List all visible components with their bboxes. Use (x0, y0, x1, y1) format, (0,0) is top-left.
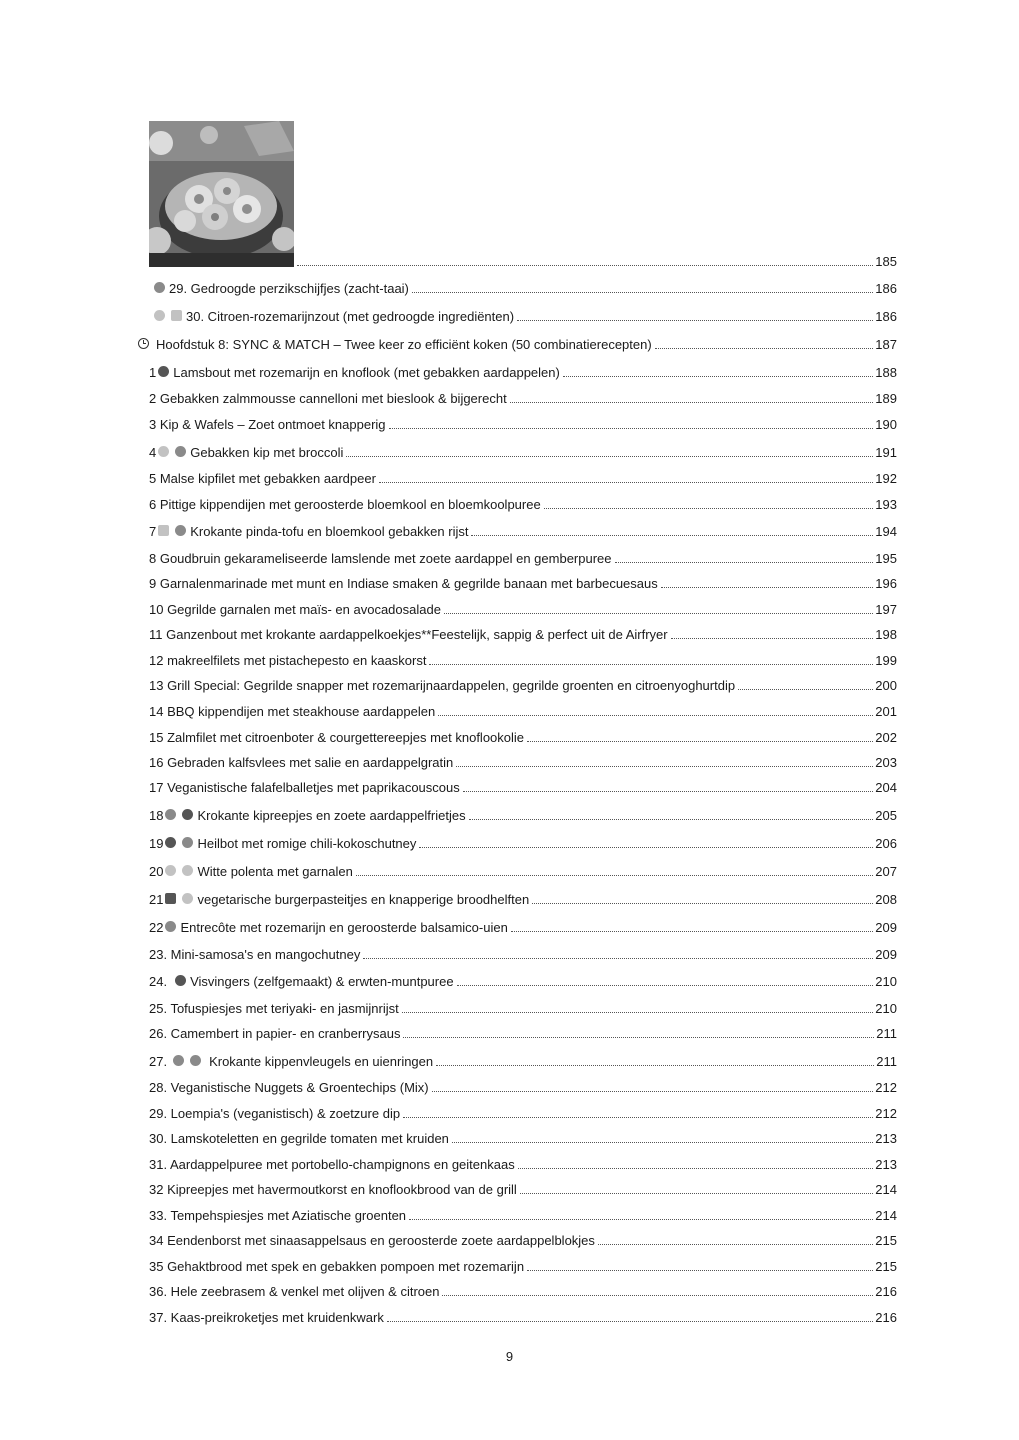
dot-leader (520, 1193, 873, 1194)
entry-number: 1 (149, 365, 157, 380)
entry-title: 9 Garnalenmarinade met munt en Indiase smaken & gegrilde banaan met barbecuesaus (149, 576, 658, 591)
chopsticks-icon (158, 525, 169, 536)
entry-title: 28. Veganistische Nuggets & Groentechips (Mix) (149, 1080, 429, 1095)
entry-title: Gebakken kip met broccoli (190, 445, 344, 460)
toc-entry[interactable] (149, 417, 897, 433)
entry-title: 12 makreelfilets met pistachepesto en kaaskorst (149, 653, 427, 668)
dot-leader (671, 638, 874, 639)
page-ref: 191 (875, 445, 897, 460)
sweet-potato-icon (182, 809, 193, 820)
page-ref: 215 (875, 1233, 897, 1248)
dot-leader (438, 715, 873, 716)
toc-entry[interactable] (149, 1284, 897, 1300)
entry-title: Krokante kippenvleugels en uienringen (209, 1054, 434, 1069)
toc-entry[interactable] (149, 678, 897, 694)
dot-leader (356, 875, 873, 876)
entry-title: 30. Lamskoteletten en gegrilde tomaten met kruiden (149, 1131, 449, 1146)
dot-leader (518, 1168, 874, 1169)
entry-title: 17 Veganistische falafelballetjes met paprikacouscous (149, 780, 460, 795)
dot-leader (655, 348, 874, 349)
bowl-icon (182, 865, 193, 876)
page-ref: 216 (875, 1310, 897, 1325)
dot-leader (510, 402, 874, 403)
page-ref: 190 (875, 417, 897, 432)
chapter-title: Hoofdstuk 8: SYNC & MATCH – Twee keer zo efficiënt koken (50 combinatierecepten) (156, 337, 652, 352)
toc-entry[interactable] (149, 1182, 897, 1198)
page-number: 9 (505, 1349, 514, 1364)
entry-number: 7 (149, 524, 157, 539)
dot-leader (363, 958, 873, 959)
toc-entry[interactable] (149, 974, 897, 990)
page-ref: 205 (875, 808, 897, 823)
entry-title: 25. Tofuspiesjes met teriyaki- en jasmijnrijst (149, 1001, 399, 1016)
entry-number: 4 (149, 445, 157, 460)
entry-title: 26. Camembert in papier- en cranberrysaus (149, 1026, 401, 1041)
page-ref: 216 (875, 1284, 897, 1299)
dried-fruit-bowl-icon (149, 121, 294, 267)
page-ref: 196 (875, 576, 897, 591)
toc-entry[interactable] (149, 1259, 897, 1275)
onion-icon (190, 1055, 201, 1066)
toc-entry[interactable] (149, 780, 897, 796)
toc-entry[interactable] (149, 947, 897, 963)
entry-title: 29. Gedroogde perzikschijfjes (zacht-taai) (169, 281, 409, 296)
toc-entry[interactable] (149, 576, 897, 592)
entry-number: 22 (149, 920, 164, 935)
dot-leader (297, 265, 873, 266)
clock-icon (138, 338, 149, 349)
entry-title: 10 Gegrilde garnalen met maïs- en avocadosalade (149, 602, 441, 617)
entry-title: 30. Citroen-rozemarijnzout (met gedroogde ingrediënten) (186, 309, 515, 324)
entry-number: 19 (149, 836, 164, 851)
entry-title: 6 Pittige kippendijen met geroosterde bloemkool en bloemkoolpuree (149, 497, 541, 512)
corn-icon (165, 865, 176, 876)
fish-icon (165, 837, 176, 848)
toc-chapter-entry[interactable] (138, 337, 897, 353)
toc-entry[interactable] (149, 1054, 897, 1070)
page-ref: 199 (875, 653, 897, 668)
toc-entry[interactable] (149, 471, 897, 487)
dot-leader (738, 689, 873, 690)
dot-leader (532, 903, 873, 904)
entry-title: Heilbot met romige chili-kokoschutney (197, 836, 417, 851)
toc-entry[interactable] (149, 808, 897, 824)
dot-leader (511, 931, 873, 932)
toc-entry[interactable] (149, 497, 897, 513)
toc-entry[interactable] (149, 1106, 897, 1122)
entry-title: vegetarische burgerpasteitjes en knapperige broodhelften (197, 892, 530, 907)
entry-number: 18 (149, 808, 164, 823)
page-ref: 212 (875, 1080, 897, 1095)
dot-leader (403, 1037, 874, 1038)
toc-entry[interactable] (149, 1157, 897, 1173)
page-ref: 204 (875, 780, 897, 795)
toc-entry[interactable] (149, 1131, 897, 1147)
toc-entry[interactable] (149, 1080, 897, 1096)
entry-title: 23. Mini-samosa's en mangochutney (149, 947, 361, 962)
toc-entry[interactable] (149, 704, 897, 720)
toc-entry[interactable] (149, 892, 897, 908)
dot-leader (517, 320, 873, 321)
peach-icon (154, 282, 165, 293)
dot-leader (444, 613, 873, 614)
lemon-icon (154, 310, 165, 321)
page-ref: 215 (875, 1259, 897, 1274)
page-ref: 185 (875, 254, 897, 269)
recipe-thumbnail-image (149, 121, 294, 267)
entry-title: 32 Kipreepjes met havermoutkorst en knoflookbrood van de grill (149, 1182, 517, 1197)
entry-title: 13 Grill Special: Gegrilde snapper met rozemarijnaardappelen, gegrilde groenten en citroenyoghurtdip (149, 678, 736, 693)
page-ref: 189 (875, 391, 897, 406)
page-ref: 209 (875, 920, 897, 935)
dot-leader (471, 535, 873, 536)
entry-title: Entrecôte met rozemarijn en geroosterde balsamico-uien (180, 920, 508, 935)
dot-leader (379, 482, 873, 483)
chili-icon (182, 837, 193, 848)
herb-icon (171, 310, 182, 321)
entry-title: 15 Zalmfilet met citroenboter & courgettereepjes met knoflookolie (149, 730, 525, 745)
broccoli-icon (158, 446, 169, 457)
toc-entry[interactable] (149, 1233, 897, 1249)
page-ref: 211 (876, 1026, 897, 1041)
entry-title: 2 Gebakken zalmmousse cannelloni met bieslook & bijgerecht (149, 391, 507, 406)
dot-leader (463, 791, 874, 792)
toc-entry[interactable] (149, 755, 897, 771)
page-ref: 186 (875, 281, 897, 296)
dot-leader (387, 1321, 873, 1322)
entry-title: Lamsbout met rozemarijn en knoflook (met gebakken aardappelen) (173, 365, 560, 380)
page-ref: 200 (875, 678, 897, 693)
entry-title: Visvingers (zelfgemaakt) & erwten-muntpuree (190, 974, 454, 989)
entry-title: 36. Hele zeebrasem & venkel met olijven & citroen (149, 1284, 440, 1299)
dot-leader (429, 664, 873, 665)
dot-leader (615, 562, 874, 563)
drumstick-icon (165, 809, 176, 820)
page-ref: 208 (875, 892, 897, 907)
entry-title: 5 Malse kipfilet met gebakken aardpeer (149, 471, 376, 486)
salad-icon (182, 893, 193, 904)
toc-entry[interactable] (149, 730, 897, 746)
burger-icon (165, 893, 176, 904)
entry-title: 11 Ganzenbout met krokante aardappelkoekjes**Feestelijk, sappig & perfect uit de Airfryer (149, 627, 668, 642)
entry-title: 29. Loempia's (veganistisch) & zoetzure dip (149, 1106, 401, 1121)
toc-entry[interactable] (149, 653, 897, 669)
page-ref: 214 (875, 1182, 897, 1197)
entry-number: 21 (149, 892, 164, 907)
toc-entry[interactable] (149, 365, 897, 381)
steak-icon (165, 921, 176, 932)
entry-title: Krokante kipreepjes en zoete aardappelfrietjes (197, 808, 466, 823)
dot-leader (409, 1219, 873, 1220)
toc-entry[interactable] (149, 602, 897, 618)
entry-title: Witte polenta met garnalen (197, 864, 353, 879)
page-ref: 202 (875, 730, 897, 745)
page-ref: 187 (875, 337, 897, 352)
dot-leader (432, 1091, 874, 1092)
toc-entry[interactable] (149, 1026, 897, 1042)
toc-entry[interactable] (149, 1310, 897, 1326)
entry-title: 37. Kaas-preikroketjes met kruidenkwark (149, 1310, 384, 1325)
dot-leader (389, 428, 874, 429)
page-ref: 197 (875, 602, 897, 617)
dot-leader (563, 376, 873, 377)
toc-entry[interactable] (149, 627, 897, 643)
page-ref: 188 (875, 365, 897, 380)
dot-leader (402, 1012, 874, 1013)
entry-title: 33. Tempehspiesjes met Aziatische groenten (149, 1208, 407, 1223)
entry-number: 24. (149, 974, 168, 989)
rice-icon (175, 525, 186, 536)
dot-leader (436, 1065, 874, 1066)
page-ref: 207 (875, 864, 897, 879)
toc-entry[interactable] (149, 920, 897, 936)
page-ref: 214 (875, 1208, 897, 1223)
page-ref: 186 (875, 309, 897, 324)
entry-number: 27. (149, 1054, 168, 1069)
entry-title: 16 Gebraden kalfsvlees met salie en aardappelgratin (149, 755, 454, 770)
toc-entry[interactable] (149, 1208, 897, 1224)
dot-leader (598, 1244, 873, 1245)
page-ref: 192 (875, 471, 897, 486)
dot-leader (412, 292, 873, 293)
drumstick-icon (173, 1055, 184, 1066)
page-ref: 193 (875, 497, 897, 512)
page-ref: 210 (875, 974, 897, 989)
entry-number: 20 (149, 864, 164, 879)
page-ref: 201 (875, 704, 897, 719)
toc-entry[interactable] (149, 445, 897, 461)
dot-leader (419, 847, 873, 848)
page-ref: 195 (875, 551, 897, 566)
dot-leader (346, 456, 873, 457)
page-ref: 194 (875, 524, 897, 539)
toc-entry[interactable] (149, 524, 897, 540)
entry-title: 8 Goudbruin gekarameliseerde lamslende met zoete aardappel en gemberpuree (149, 551, 612, 566)
entry-title: 35 Gehaktbrood met spek en gebakken pompoen met rozemarijn (149, 1259, 525, 1274)
dot-leader (456, 766, 873, 767)
entry-title: 14 BBQ kippendijen met steakhouse aardappelen (149, 704, 436, 719)
page-ref: 206 (875, 836, 897, 851)
entry-title: 31. Aardappelpuree met portobello-champignons en geitenkaas (149, 1157, 515, 1172)
toc-entry[interactable] (149, 551, 897, 567)
dot-leader (457, 985, 874, 986)
toc-entry[interactable] (152, 281, 897, 297)
dot-leader (452, 1142, 873, 1143)
fish-icon (175, 975, 186, 986)
entry-title: 3 Kip & Wafels – Zoet ontmoet knapperig (149, 417, 386, 432)
page-ref: 213 (875, 1157, 897, 1172)
toc-entry[interactable] (152, 309, 897, 325)
page-ref: 198 (875, 627, 897, 642)
dot-leader (544, 508, 874, 509)
toc-entry[interactable] (149, 1001, 897, 1017)
page-ref: 211 (876, 1054, 897, 1069)
dot-leader (527, 741, 873, 742)
dot-leader (527, 1270, 873, 1271)
toc-entry[interactable] (149, 391, 897, 407)
page-ref: 212 (875, 1106, 897, 1121)
entry-title: 34 Eendenborst met sinaasappelsaus en geroosterde zoete aardappelblokjes (149, 1233, 595, 1248)
page-ref: 209 (875, 947, 897, 962)
meat-icon (158, 366, 169, 377)
page-ref: 213 (875, 1131, 897, 1146)
toc-entry[interactable] (294, 254, 897, 270)
dot-leader (442, 1295, 873, 1296)
dot-leader (661, 587, 874, 588)
page-ref: 210 (875, 1001, 897, 1016)
toc-entry[interactable] (149, 836, 897, 852)
entry-title: Krokante pinda-tofu en bloemkool gebakken rijst (190, 524, 469, 539)
dot-leader (403, 1117, 873, 1118)
drumstick-icon (175, 446, 186, 457)
page-ref: 203 (875, 755, 897, 770)
dot-leader (469, 819, 874, 820)
toc-entry[interactable] (149, 864, 897, 880)
